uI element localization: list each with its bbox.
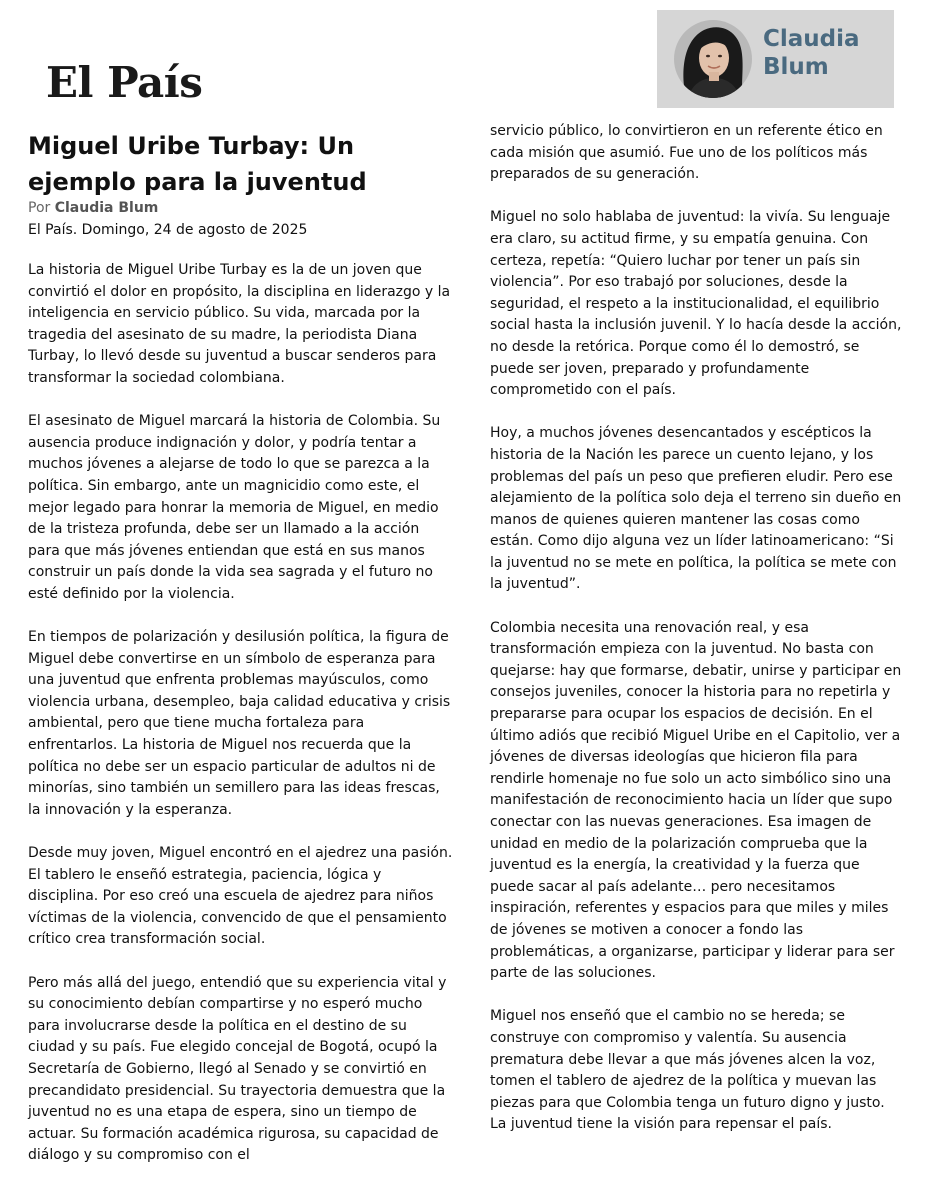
author-card [657,10,894,108]
paragraph: Pero más allá del juego, entendió que su experiencia vital y su conocimiento debían compartirse y no esperó mucho para involucrarse desde la política en el destino de su ciudad y su país. Fue elegido concejal de Bogotá, ocupó la Secretaría de Gobierno, llegó al Senado y se convirtió en precandidato presidencial. Su trayectoria demuestra que la juventud no es una etapa de espera, sino un tiempo de actuar. Su formación académica rigurosa, su capacidad de diálogo y su compromiso con el [28,974,447,1164]
article-column-right [490,121,902,1158]
paragraph: El asesinato de Miguel marcará la historia de Colombia. Su ausencia produce indignación y dolor, y podría tentar a muchos jóvenes a alejarse de todo lo que se parezca a la política. Sin embargo, ante un magnicidio como este, el mejor legado para honrar la memoria de Miguel, en medio de la tristeza profunda, debe ser un llamado a la acción para que más jóvenes entiendan que está en sus manos construir un país donde la vida sea sagrada y el futuro no esté definido por la violencia. [28,413,441,602]
author-photo [674,20,752,98]
paragraph: servicio público, lo convirtieron en un referente ético en cada misión que asumió. Fue uno de los políticos más preparados de su generación. [490,123,883,183]
dateline: El País. Domingo, 24 de agosto de 2025 [28,222,308,238]
byline [28,198,158,218]
paragraph: Miguel nos enseñó que el cambio no se hereda; se construye con compromiso y valentía. Su ausencia prematura debe llevar a que más jóvenes alcen la voz, tomen el tablero de ajedrez de la política y muevan las piezas para que Colombia tenga un futuro digno y justo. La juventud tiene la visión para repensar el país. [490,1008,885,1133]
paragraph: Desde muy joven, Miguel encontró en el ajedrez una pasión. El tablero le enseñó estrategia, paciencia, lógica y disciplina. Por eso creó una escuela de ajedrez para niños víctimas de la violencia, convencido de que el pensamiento crítico crea transformación social. [28,845,453,948]
author-card-name: Claudia Blum [763,26,860,80]
byline-author: Claudia Blum [54,200,159,216]
paragraph: En tiempos de polarización y desilusión política, la figura de Miguel debe convertirse en un símbolo de esperanza para una juventud que enfrenta problemas mayúsculos, como violencia urbana, desempleo, baja calidad educativa y crisis ambiental, pero que tiene mucha fortaleza para enfrentarlos. La historia de Miguel nos recuerda que la política no debe ser un espacio particular de adultos ni de minorías, sino también un semillero para las ideas frescas, la innovación y la esperanza. [28,629,451,818]
newspaper-masthead: El País [46,58,203,107]
paragraph: La historia de Miguel Uribe Turbay es la de un joven que convirtió el dolor en propósito, la disciplina en liderazgo y la inteligencia en servicio público. Su vida, marcada por la tragedia del asesinato de su madre, la periodista Diana Turbay, lo llevó desde su juventud a buscar senderos para transformar la sociedad colombiana. [28,262,451,386]
article-headline: Miguel Uribe Turbay: Un ejemplo para la juventud [28,132,367,196]
paragraph: Colombia necesita una renovación real, y esa transformación empieza con la juventud. No basta con quejarse: hay que formarse, debatir, unirse y participar en consejos juveniles, conocer la historia para no repetirla y prepararse para ocupar los espacios de decisión. En el último adiós que recibió Miguel Uribe en el Capitolio, ver a jóvenes de diversas ideologías que hicieron fila para rendirle homenaje no fue solo un acto simbólico sino una manifestación de reconocimiento hacia un líder que supo conectar con las nuevas generaciones. Esa imagen de unidad en medio de la polarización comprueba que la juventud es la energía, la creatividad y la fuerza que puede sacar al país adelante… pero necesitamos inspiración, referentes y espacios para que miles y miles de jóvenes se motiven a conocer a fondo las problemáticas, a organizarse, participar y liderar para ser parte de las soluciones. [490,619,902,982]
paragraph: Miguel no solo hablaba de juventud: la vivía. Su lenguaje era claro, su actitud firme, y su empatía genuina. Con certeza, repetía: “Quiero luchar por tener un país sin violencia”. Por eso trabajó por soluciones, desde la seguridad, el respeto a la institucionalidad, el equilibrio social hasta la inclusión juvenil. Y lo hacía desde la acción, no desde la retórica. Porque como él lo demostró, se puede ser joven, preparado y profundamente comprometido con el país. [490,209,902,399]
paragraph: Hoy, a muchos jóvenes desencantados y escépticos la historia de la Nación les parece un cuento lejano, y los problemas del país un peso que prefieren eludir. Pero ese alejamiento de la política solo deja el terreno sin dueño en manos de quienes quieren mantener las cosas como están. Como dijo alguna vez un líder latinoamericano: “Si la juventud no se mete en política, la política se mete con la juventud”. [490,425,902,593]
byline-prefix: Por [28,200,51,216]
article-column-left [28,260,453,1189]
